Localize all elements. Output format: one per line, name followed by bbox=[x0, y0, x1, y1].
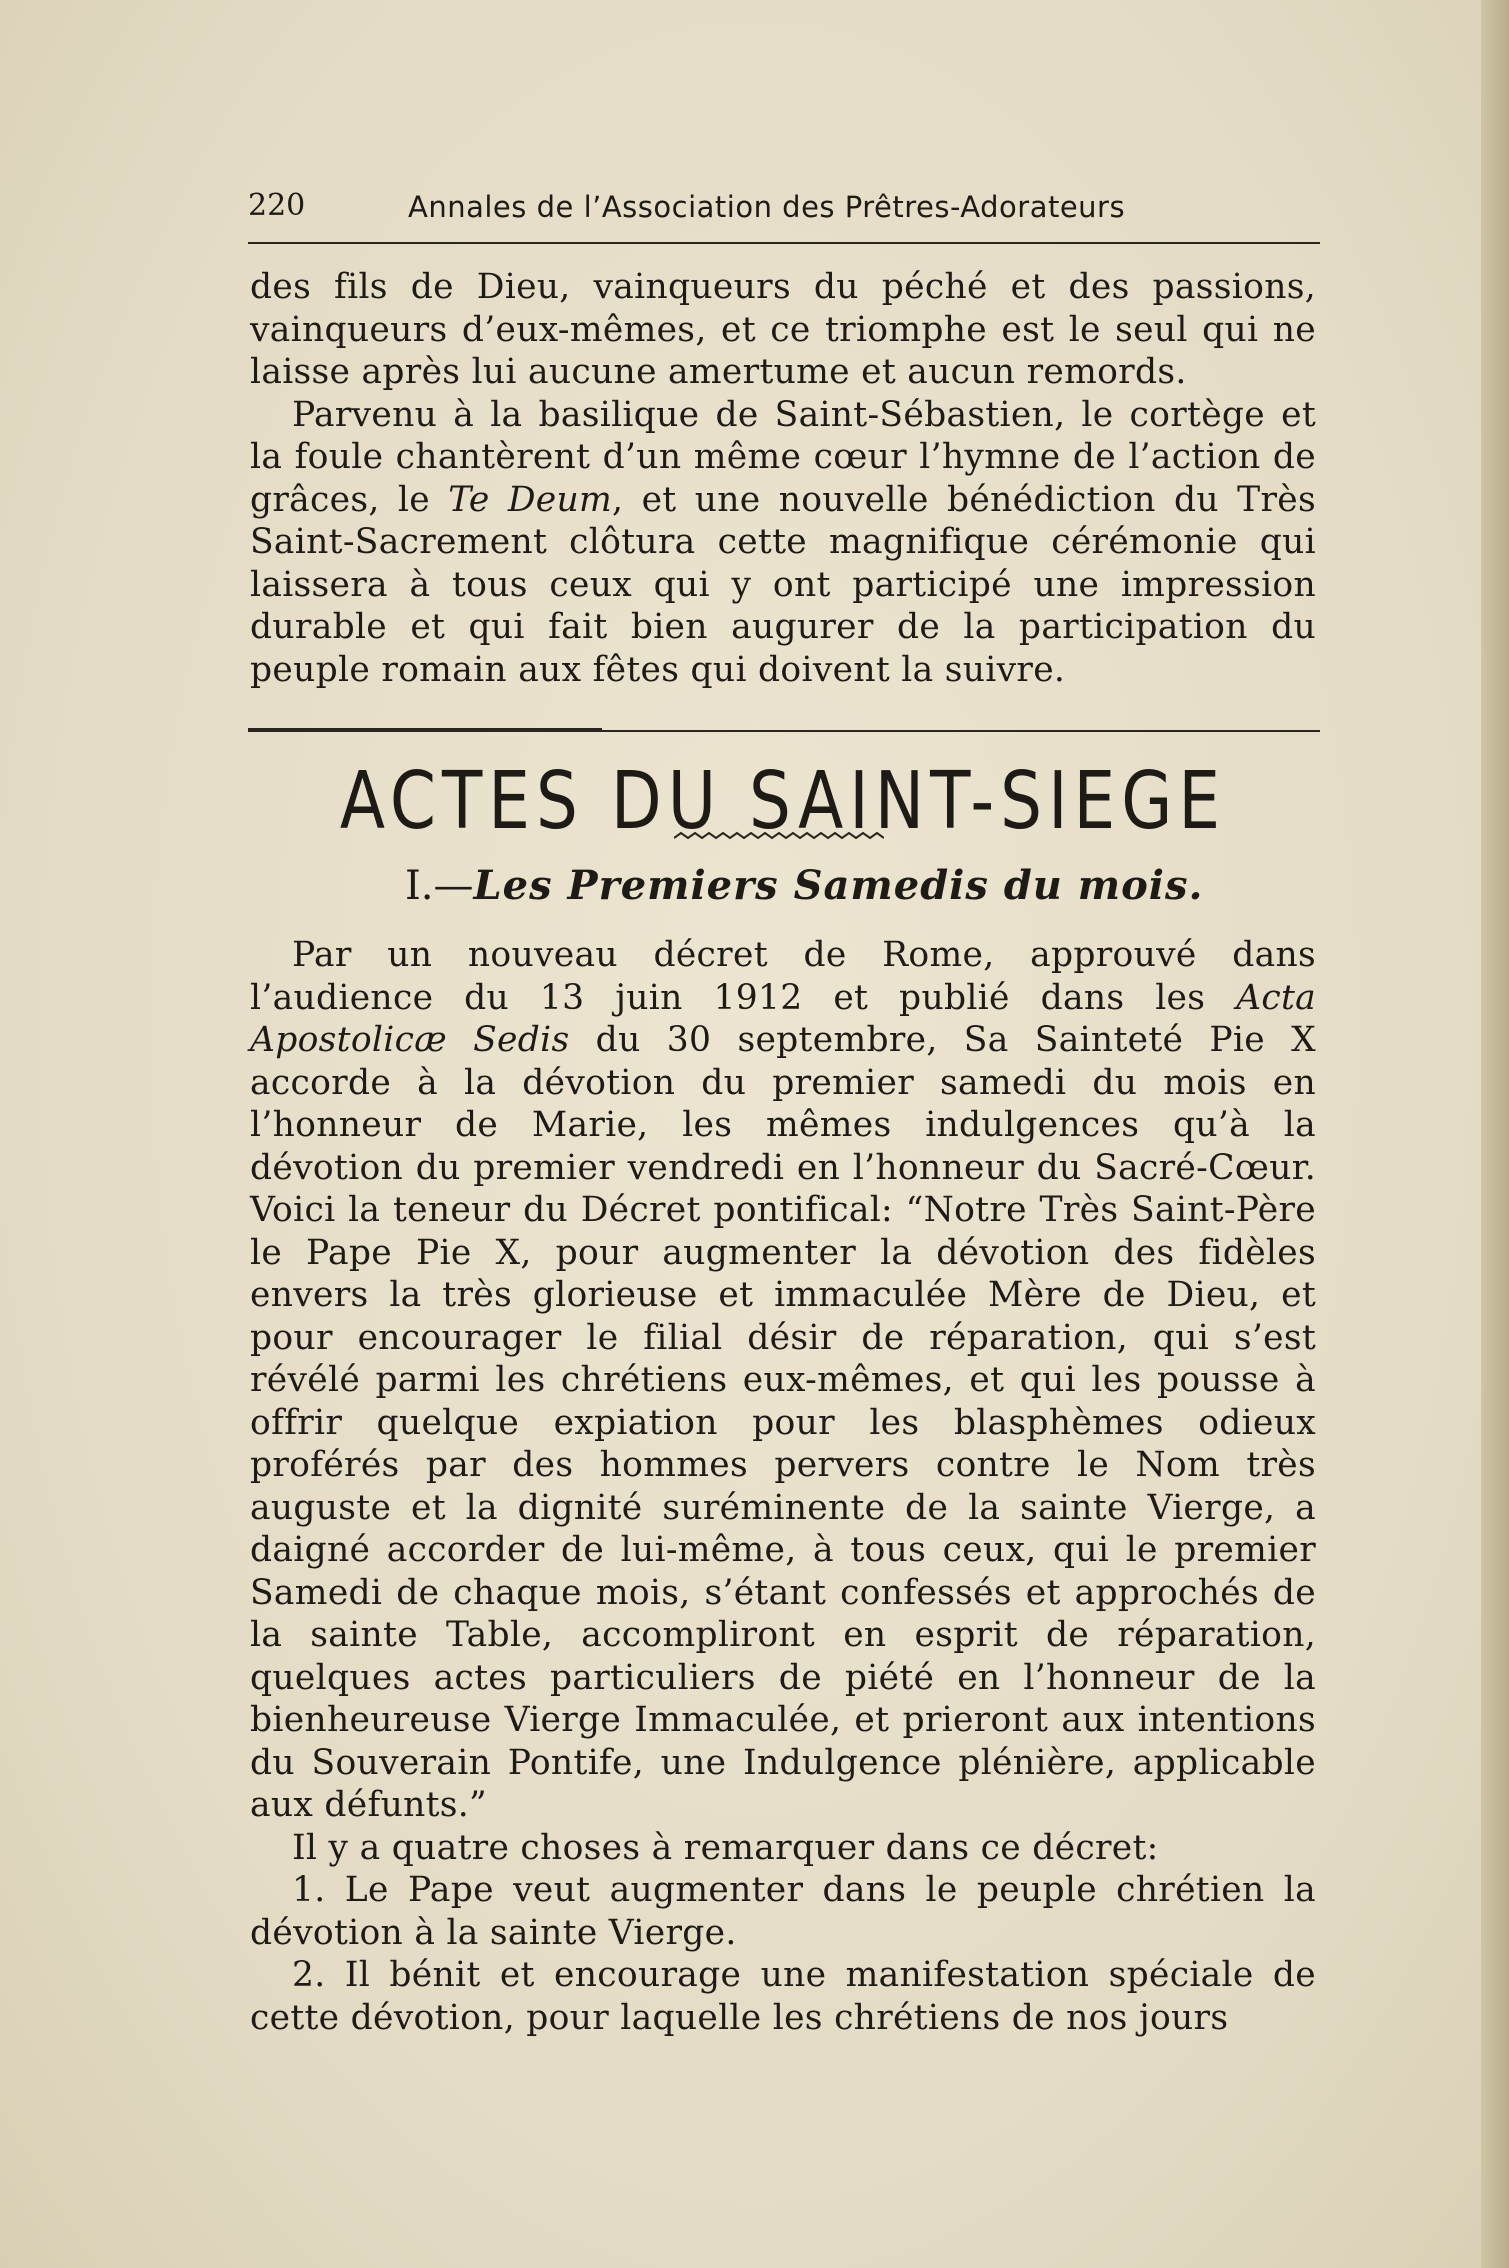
body-text bbox=[250, 934, 1316, 2039]
header-rule bbox=[248, 242, 1320, 244]
subtitle-number: I.— bbox=[405, 863, 474, 909]
wave-ornament bbox=[674, 830, 884, 844]
page-header bbox=[248, 188, 1318, 238]
list-item: 1. Le Pape veut augmenter dans le peuple chrétien la dévotion à la sainte Vierge. bbox=[250, 1870, 1316, 1953]
paragraph: Par un nouveau décret de Rome, approuvé dans l’audience du 13 juin 1912 et publié dans les Acta Apostolicæ Sedis du 30 septembre, Sa Sainteté Pie X accorde à la dévotion du premier samedi du mois en l’honneur de Marie, les mêmes indulgences qu’à la dévotion du premier vendredi en l’honneur du Sacré-Cœur. Voici la teneur du Décret pontifical: “Notre Très Saint-Père le Pape Pie X, pour augmenter la dévotion des fidèles envers la très glorieuse et immaculée Mère de Dieu, et pour encourager le filial désir de réparation, qui s’est révélé parmi les chrétiens eux-mêmes, et qui les pousse à offrir quelque expiation pour les blasphèmes odieux proférés par des hommes pervers contre le Nom très auguste et la dignité suréminente de la sainte Vierge, a daigné accorder de lui-même, à tous ceux, qui le premier Samedi de chaque mois, s’étant confessés et approchés de la sainte Table, accompliront en esprit de réparation, quelques actes particuliers de piété en l’honneur de la bienheureuse Vierge Immaculée, et prieront aux intentions du Souverain Pontife, une Indulgence plénière, applicable aux défunts.” bbox=[250, 935, 1316, 1825]
paragraph: des fils de Dieu, vainqueurs du péché et des passions, vainqueurs d’eux-mêmes, et ce triomphe est le seul qui ne laisse après lui aucune amertume et aucun remords. bbox=[250, 267, 1316, 392]
section-rule-thick bbox=[248, 728, 602, 732]
section-title: ACTES DU SAINT-SIEGE bbox=[339, 755, 1227, 848]
top-text bbox=[250, 266, 1316, 691]
section-subtitle bbox=[405, 862, 1305, 909]
page-edge bbox=[1481, 0, 1509, 2268]
subtitle-text: Les Premiers Samedis du mois. bbox=[473, 862, 1204, 909]
paragraph: Il y a quatre choses à remarquer dans ce décret: bbox=[292, 1827, 1159, 1868]
list-item: 2. Il bénit et encourage une manifestation spéciale de cette dévotion, pour laquelle les chrétiens de nos jours bbox=[250, 1955, 1316, 2038]
page-number: 220 bbox=[248, 188, 306, 223]
running-head: Annales de l’Association des Prêtres-Adorateurs bbox=[408, 190, 1126, 224]
paragraph: Parvenu à la basilique de Saint-Sébastien, le cortège et la foule chantèrent d’un même cœur l’hymne de l’action de grâces, le Te Deum, et une nouvelle bénédiction du Très Saint-Sacrement clôtura cette magnifique cérémonie qui laissera à tous ceux qui y ont participé une impression durable et qui fait bien augurer de la participation du peuple romain aux fêtes qui doivent la suivre. bbox=[250, 394, 1316, 690]
